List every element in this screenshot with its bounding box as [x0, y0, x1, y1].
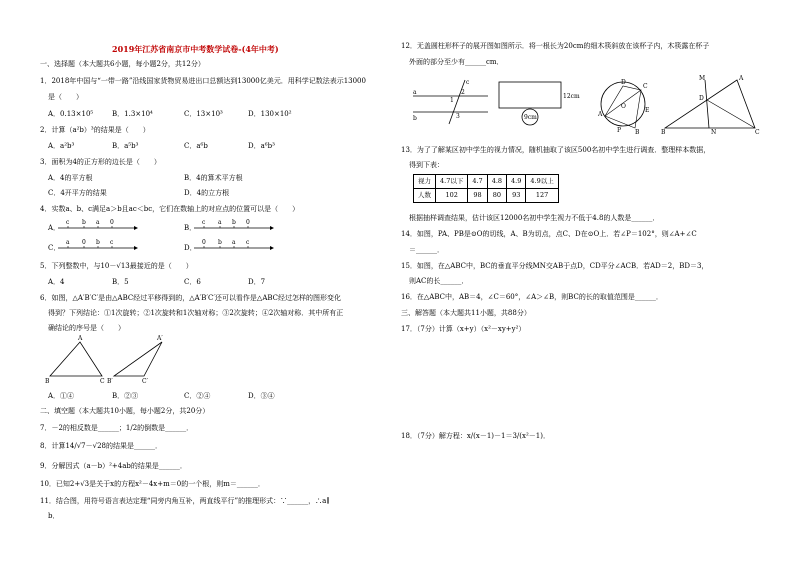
- table-cell: 4.9: [507, 175, 526, 189]
- number-line-c-c: c: [110, 239, 114, 246]
- point-p-label: P: [617, 127, 622, 134]
- number-line-d-c: c: [246, 239, 250, 246]
- q18: 18．（7分）解方程：x/(x－1)－1＝3/(x²－1)．: [401, 432, 550, 440]
- label-c: C: [100, 378, 105, 385]
- q13: 13．为了了解某区初中学生的视力情况，随机抽取了该区500名初中学生进行调查．整理样本数据，: [401, 146, 711, 154]
- q3-opt-a[interactable]: A．4的平方根: [48, 174, 93, 182]
- section-fill: 二、填空题（本大题共10小题，每小题2分，共20分）: [40, 407, 210, 415]
- number-line-a-c: c: [66, 219, 70, 226]
- q1-opt-c[interactable]: C．13×10³: [184, 110, 223, 118]
- number-line-b: [194, 218, 274, 232]
- table-cell: 人数: [414, 189, 436, 203]
- label-b-prime: B′: [107, 378, 113, 385]
- number-line-c-a: a: [66, 239, 70, 246]
- circle-tangent-figure: [595, 76, 655, 136]
- q4-opt-b[interactable]: B．: [184, 224, 197, 232]
- q1-stem-2: 是（ ）: [48, 93, 83, 101]
- page-title: 2019年江苏省南京市中考数学试卷-(4年中考): [112, 44, 279, 54]
- q3-stem: 3．面积为4的正方形的边长是（ ）: [40, 158, 161, 166]
- table-cell: 4.7: [468, 175, 487, 189]
- table-cell: 127: [526, 189, 558, 203]
- number-line-b-0: 0: [246, 219, 250, 226]
- line-b-label: b: [413, 115, 417, 122]
- q15-tail: 则AC的长______．: [409, 277, 469, 285]
- q5-opt-c[interactable]: C．6: [184, 278, 201, 286]
- q11: 11．结合图，用符号语言表达定理“同旁内角互补，两直线平行”的推理形式：∵______，∴a∥: [40, 497, 330, 505]
- number-line-a-0: 0: [110, 219, 114, 226]
- q1-stem: 1．2018年中国与“一带一路”沿线国家货物贸易进出口总额达到13000亿美元．用科学记数法表示13000: [40, 77, 366, 85]
- point-e-label: E: [645, 107, 650, 114]
- q4-opt-c[interactable]: C．: [48, 244, 61, 252]
- number-line-c-b: b: [96, 239, 100, 246]
- label-c-prime: C′: [142, 378, 148, 385]
- number-line-b-a: a: [218, 219, 222, 226]
- q6-stem: 6．如图，△A′B′C′是由△ABC经过平移得到的，△A′B′C′还可以看作是△ABC经过怎样的图形变化: [40, 294, 342, 302]
- point-d-label: D: [621, 79, 626, 86]
- q2-opt-c[interactable]: C．a⁶b: [184, 142, 208, 150]
- number-line-d-b: b: [218, 239, 222, 246]
- line-a-label: a: [413, 89, 417, 96]
- point-c-label-tri: C: [755, 129, 760, 136]
- q6-opt-c[interactable]: C．②④: [184, 392, 211, 400]
- angle-3-label: 3: [456, 113, 460, 120]
- line-c-label: c: [466, 79, 470, 86]
- table-row: [414, 189, 559, 203]
- q11-tail: b．: [48, 512, 60, 520]
- q7: 7．－2的相反数是______；1/2的倒数是______．: [40, 424, 194, 432]
- number-line-c-0: 0: [82, 239, 86, 246]
- table-cell: 80: [487, 189, 506, 203]
- q5-opt-d[interactable]: D．7: [248, 278, 266, 286]
- table-cell: 4.8: [487, 175, 506, 189]
- q6-figure: [44, 336, 164, 386]
- angle-1-label: 1: [450, 97, 454, 104]
- height-label: 12cm: [563, 93, 580, 100]
- q14: 14．如图，PA、PB是⊙O的切线，A、B为切点，点C、D在⊙O上．若∠P＝102°，则∠A+∠C: [401, 230, 697, 238]
- q9: 9．分解因式（a－b）²+4ab的结果是______．: [40, 462, 187, 470]
- vision-table: [413, 174, 559, 203]
- triangle-bisector-figure: [661, 74, 761, 134]
- q12: 12．无盖圆柱形杯子的展开图如图所示．将一根长为20cm的细木筷斜放在该杯子内，木筷露在杯子: [401, 42, 710, 50]
- point-a-label: A: [598, 111, 603, 118]
- q14-tail: ＝______．: [409, 246, 444, 254]
- point-a-label-tri: A: [739, 75, 744, 82]
- q1-opt-d[interactable]: D．130×10²: [248, 110, 292, 118]
- table-cell: 4.7以下: [436, 175, 468, 189]
- table-header-row: [414, 175, 559, 189]
- number-line-d: [194, 238, 274, 252]
- point-c-label: C: [643, 83, 648, 90]
- label-b: B: [45, 378, 50, 385]
- parallel-lines-figure: [413, 78, 493, 128]
- q2-opt-d[interactable]: D．a⁶b³: [248, 142, 275, 150]
- q16: 16．在△ABC中，AB＝4，∠C＝60°，∠A＞∠B，则BC的长的取值范围是______．: [401, 293, 663, 301]
- q2-stem: 2．计算（a²b）³的结果是（ ）: [40, 126, 150, 134]
- q6-stem-3: 确结论的序号是（ ）: [48, 324, 125, 332]
- table-cell: 102: [436, 189, 468, 203]
- number-line-a-a: a: [96, 219, 100, 226]
- q4-stem: 4．实数a、b、c满足a＞b且ac＜bc，它们在数轴上的对应点的位置可以是（ ）: [40, 205, 300, 213]
- table-cell: 98: [468, 189, 487, 203]
- point-b-label: B: [635, 129, 640, 136]
- q6-opt-b[interactable]: B．②③: [112, 392, 139, 400]
- q10: 10．已知2+√3是关于x的方程x²－4x+m＝0的一个根，则m＝______．: [40, 480, 265, 488]
- q2-opt-b[interactable]: B．a⁵b³: [112, 142, 139, 150]
- q2-opt-a[interactable]: A．a²b³: [48, 142, 75, 150]
- q3-opt-b[interactable]: B．4的算术平方根: [184, 174, 243, 182]
- q1-opt-b[interactable]: B．1.3×10⁴: [112, 110, 153, 118]
- q15: 15．如图，在△ABC中，BC的垂直平分线MN交AB于点D，CD平分∠ACB．若AD＝2，BD＝3，: [401, 262, 709, 270]
- number-line-d-0: 0: [202, 239, 206, 246]
- q4-opt-d[interactable]: D．: [184, 244, 197, 252]
- q5-opt-b[interactable]: B．5: [112, 278, 129, 286]
- table-cell: 4.9以上: [526, 175, 558, 189]
- point-o-label: O: [621, 103, 626, 110]
- number-line-b-c: c: [202, 219, 206, 226]
- q3-opt-c[interactable]: C．4开平方的结果: [48, 189, 107, 197]
- point-m-label: M: [699, 75, 706, 82]
- number-line-a: [58, 218, 138, 232]
- q5-opt-a[interactable]: A．4: [48, 278, 65, 286]
- section-choice: 一、选择题（本大题共6小题，每小题2分，共12分）: [40, 60, 205, 68]
- q4-opt-a[interactable]: A．: [48, 224, 61, 232]
- q6-opt-d[interactable]: D．③④: [248, 392, 275, 400]
- point-d-label-tri: D: [699, 95, 704, 102]
- point-b-label-tri: B: [661, 129, 666, 136]
- q17: 17．（7分）计算（x+y）（x²－xy+y²）: [401, 325, 526, 333]
- right-column: [397, 0, 794, 562]
- number-line-d-a: a: [232, 239, 236, 246]
- table-cell: 视力: [414, 175, 436, 189]
- q6-opt-a[interactable]: A．①④: [48, 392, 75, 400]
- q6-stem-2: 得到？下列结论：①1次旋转；②1次旋转和1次轴对称；③2次旋转；④2次轴对称．其中所有正: [48, 309, 344, 317]
- cylinder-net-figure: [497, 80, 580, 130]
- q13-2: 得到下表：: [409, 161, 444, 169]
- table-cell: 93: [507, 189, 526, 203]
- q12-tail: 外面的部分至少有______cm．: [409, 58, 504, 66]
- q13-3: 根据抽样调查结果，估计该区12000名初中学生视力不低于4.8的人数是______．: [409, 214, 660, 222]
- label-a-prime: A′: [157, 335, 163, 342]
- point-n-label: N: [711, 129, 717, 136]
- q3-opt-d[interactable]: D．4的立方根: [184, 189, 230, 197]
- q5-stem: 5．下列整数中，与10－√13最接近的是（ ）: [40, 262, 193, 270]
- angle-2-label: 2: [461, 89, 465, 96]
- number-line-b-b: b: [232, 219, 236, 226]
- q8: 8．计算14/√7－√28的结果是______．: [40, 442, 163, 450]
- label-a: A: [78, 335, 83, 342]
- diameter-label: 9cm: [524, 114, 537, 121]
- number-line-a-b: b: [82, 219, 86, 226]
- q1-opt-a[interactable]: A．0.13×10⁵: [48, 110, 94, 118]
- section-answer: 三、解答题（本大题共11小题，共88分）: [401, 309, 531, 317]
- number-line-c: [58, 238, 138, 252]
